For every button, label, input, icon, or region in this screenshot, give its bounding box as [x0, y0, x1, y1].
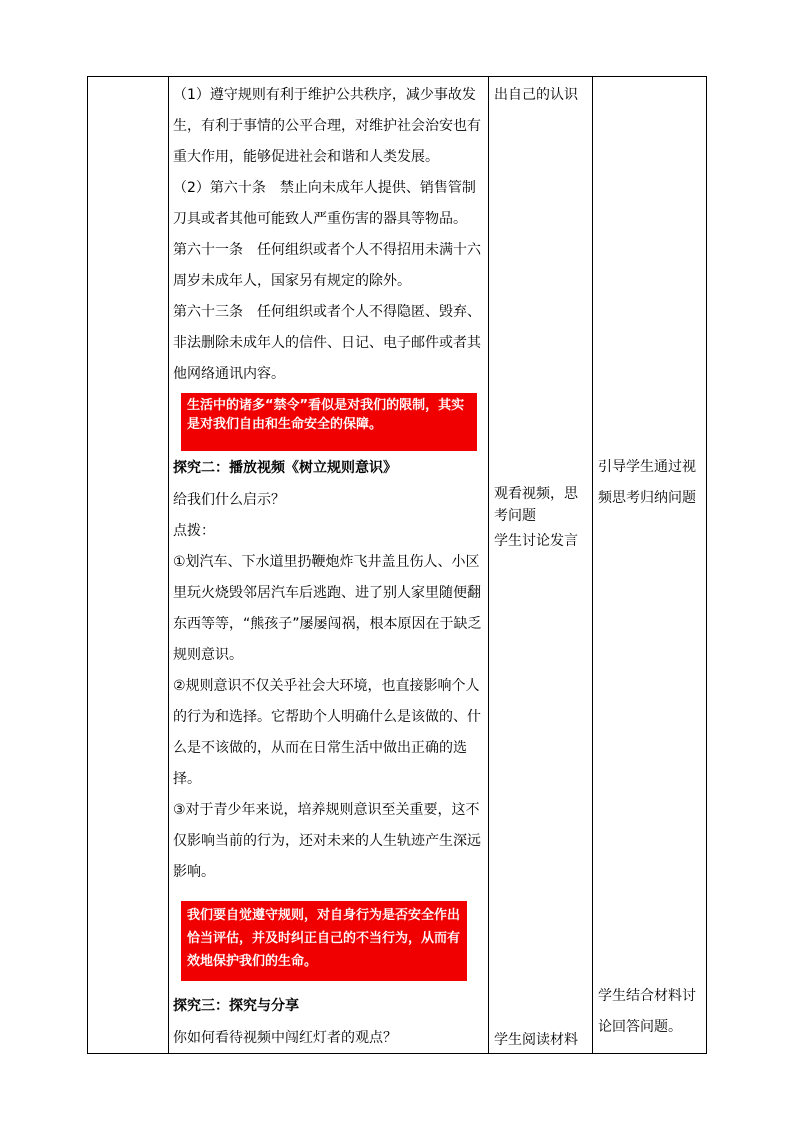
- inspiration-question: 给我们什么启示？: [173, 492, 285, 508]
- point-two: ②规则意识不仅关乎社会大环境，也直接影响个人的行为和选择。它帮助个人明确什么是该做的、什么是不该做的，从而在日常生活中做出正确的选择。: [173, 678, 481, 787]
- watch-video-text: 观看视频，思考问题: [494, 486, 578, 524]
- column-divider: [168, 77, 169, 1053]
- article-60-paragraph: （2）第六十条 禁止向未成年人提供、销售管制刀具或者其他可能致人严重伤害的器具等物品。: [173, 180, 476, 227]
- article-61-paragraph: 第六十一条 任何组织或者个人不得招用未满十六周岁未成年人，国家另有规定的除外。: [173, 242, 481, 289]
- combine-material-text: 学生结合材料讨论回答问题。: [598, 988, 696, 1035]
- article-63-paragraph: 第六十三条 任何组织或者个人不得隐匿、毁弃、非法删除未成年人的信件、日记、电子邮件或者其他网络通讯内容。: [173, 304, 481, 382]
- own-understanding-text: 出自己的认识: [494, 87, 578, 103]
- teaching-content-cell: [173, 77, 485, 1053]
- lesson-plan-table: [87, 76, 707, 1054]
- explore-two-title: 探究二：播放视频《树立规则意识》: [173, 460, 397, 476]
- guide-video-text: 引导学生通过视频思考归纳问题: [598, 459, 696, 506]
- column-1-cell: [88, 77, 168, 1053]
- column-divider: [488, 77, 489, 1053]
- red-light-question: 你如何看待视频中闯红灯者的观点？: [173, 1030, 397, 1046]
- point-one: ①划汽车、下水道里扔鞭炮炸飞井盖且伤人、小区里玩火烧毁邻居汽车后逃跑、进了别人家里随便翻东西等等，“熊孩子”屡屡闯祸，根本原因在于缺乏规则意识。: [173, 554, 482, 663]
- student-activity-cell: [494, 77, 590, 1053]
- rule-benefit-paragraph: （1）遵守规则有利于维护公共秩序，减少事故发生，有利于事情的公平合理，对维护社会治安也有重大作用，能够促进社会和谐和人类发展。: [173, 87, 481, 165]
- column-divider: [592, 77, 593, 1053]
- self-protection-highlight: 我们要自觉遵守规则，对自身行为是否安全作出恰当评估，并及时纠正自己的不当行为，从而有效地保护我们的生命。: [181, 901, 467, 981]
- point-three: ③对于青少年来说，培养规则意识至关重要，这不仅影响当前的行为，还对未来的人生轨迹产生深远影响。: [173, 802, 481, 880]
- tip-label: 点拨：: [173, 523, 215, 539]
- discussion-text: 学生讨论发言: [494, 533, 578, 549]
- rule-protection-highlight: 生活中的诸多“禁令”看似是对我们的限制，其实是对我们自由和生命安全的保障。: [181, 393, 477, 451]
- design-intent-cell: [598, 77, 704, 1053]
- reading-material-text: 学生阅读材料: [494, 1032, 578, 1048]
- explore-three-title: 探究三：探究与分享: [173, 998, 299, 1014]
